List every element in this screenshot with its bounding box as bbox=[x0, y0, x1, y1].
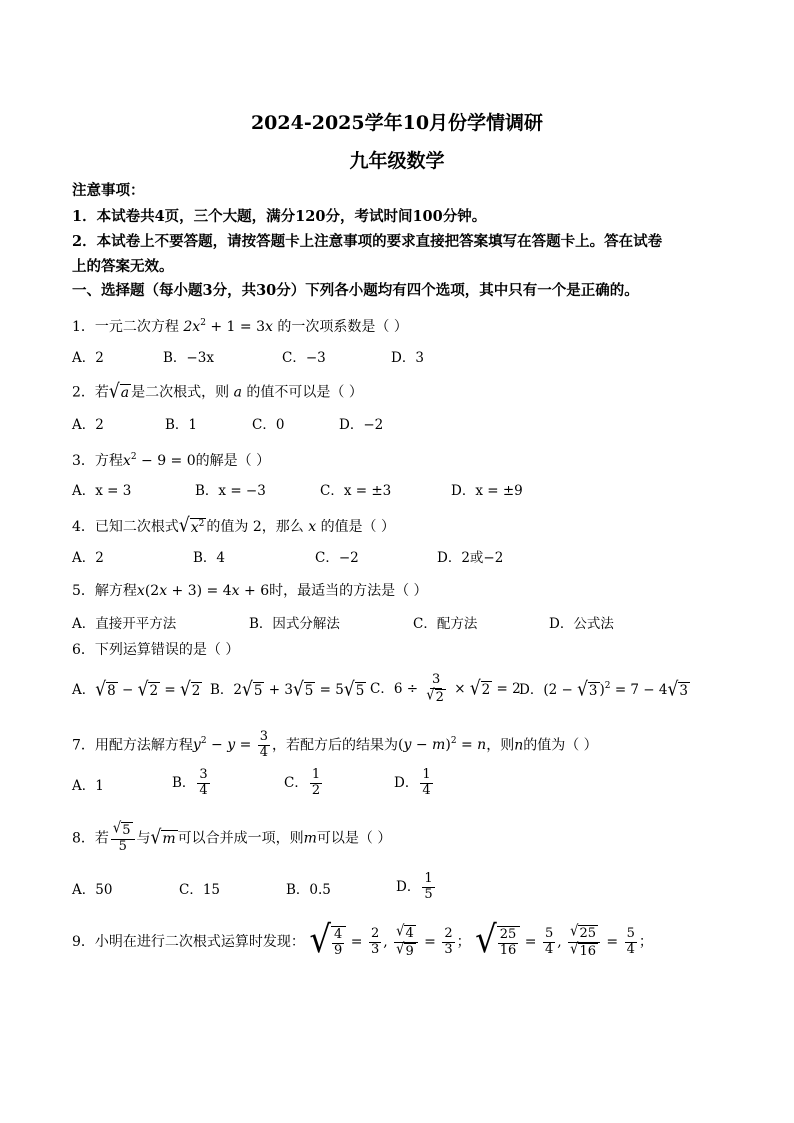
q7-option-a: A．1 bbox=[72, 778, 104, 794]
notice-item-2: 2．本试卷上不要答题，请按答题卡上注意事项的要求直接把答案填写在答题卡上。答在试卷 bbox=[72, 233, 663, 250]
q8-option-a: A．50 bbox=[72, 882, 113, 898]
q7-option-c: C． $\frac{1}{2}$ bbox=[284, 767, 321, 798]
q5-option-a: A．直接开平方法 bbox=[72, 616, 177, 632]
section-heading: 一、选择题（每小题3分，共30分）下列各小题均有四个选项，其中只有一个是正确的。 bbox=[72, 282, 639, 299]
q6-option-a: A． √ 8 − √ 2 = √ 2 bbox=[72, 678, 201, 702]
question-9: 9．小明在进行二次根式运算时发现： √ $\frac{4}{9}$ = $\frac{2}{3}$ , √ 4 √ 9 = $\frac{2}{3}$ ； √ $\frac{25}{16}$ = $\frac{5}{4}$ , √ 25 √ 16 = $\frac{5}{4}$ ； bbox=[72, 917, 653, 962]
question-5: 5．解方程x(2x + 3) = 4x + 6时，最适当的方法是（ ） bbox=[72, 583, 428, 599]
question-8: 8．若 √ 5 5 与 √ m 可以合并成一项，则m可以是（ ） bbox=[72, 819, 392, 854]
question-4: 4．已知二次根式 √ $x^2$ 的值为 2，那么 x 的值是（ ） bbox=[72, 514, 396, 538]
q2-option-a: A．2 bbox=[72, 417, 104, 433]
q2-option-b: B．1 bbox=[165, 417, 198, 433]
q4-option-c: C．−2 bbox=[315, 550, 359, 566]
question-7: 7．用配方法解方程$y^2 - y$ = $\frac{3}{4}$ ，若配方后的结果为$(y - m)^2 = n$，则n的值为（ ） bbox=[72, 729, 598, 760]
q5-option-c: C．配方法 bbox=[413, 616, 478, 632]
q1-option-b: B．−3x bbox=[163, 350, 214, 366]
q4-sqrt-x2: √ $x^2$ bbox=[178, 514, 205, 538]
q3-option-d: D．x = ±9 bbox=[451, 483, 523, 499]
notice-heading: 注意事项： bbox=[72, 182, 145, 199]
q7-option-b: B． $\frac{3}{4}$ bbox=[172, 767, 208, 798]
q3-option-a: A．x = 3 bbox=[72, 483, 132, 499]
q6-option-d: D．(2 − √ 3 )$^2$ = 7 − 4 √ 3 bbox=[519, 678, 688, 702]
question-1: 1．一元二次方程 $2x^2 + 1 = 3x$ 的一次项系数是（ ） bbox=[72, 318, 408, 335]
q3-equation: $x^2 - 9 = 0$ bbox=[122, 452, 196, 469]
q1-option-a: A．2 bbox=[72, 350, 104, 366]
q4-option-b: B．4 bbox=[193, 550, 226, 566]
q2-sqrt-a: √ a bbox=[108, 380, 130, 404]
notice-item-1: 1．本试卷共4页，三个大题，满分120分，考试时间100分钟。 bbox=[72, 208, 487, 225]
question-2: 2．若 √ a 是二次根式，则 a 的值不可以是（ ） bbox=[72, 380, 363, 404]
q5-option-b: B．因式分解法 bbox=[249, 616, 340, 632]
q8-option-d: D． $\frac{1}{5}$ bbox=[396, 871, 433, 902]
q3-option-c: C．x = ±3 bbox=[320, 483, 392, 499]
q1-option-c: C．−3 bbox=[282, 350, 326, 366]
q6-option-b: B．2 √ 5 + 3 √ 5 = 5 √ 5 bbox=[210, 678, 365, 702]
exam-title: 2024-2025学年10月份学情调研 bbox=[250, 112, 544, 134]
q5-option-d: D．公式法 bbox=[549, 616, 614, 632]
q4-option-a: A．2 bbox=[72, 550, 104, 566]
notice-item-2-cont: 上的答案无效。 bbox=[72, 258, 174, 275]
q6-option-c: C．6 ÷ 3 √ 2 × √ 2 = 2 bbox=[370, 672, 521, 705]
q8-option-c: C．15 bbox=[179, 882, 221, 898]
exam-subtitle: 九年级数学 bbox=[349, 150, 445, 172]
q2-option-d: D．−2 bbox=[339, 417, 384, 433]
q4-option-d: D．2或−2 bbox=[437, 550, 504, 566]
question-6: 6．下列运算错误的是（ ） bbox=[72, 642, 240, 658]
q2-option-c: C．0 bbox=[252, 417, 285, 433]
q8-option-b: B．0.5 bbox=[286, 882, 331, 898]
question-3: 3．方程$x^2 - 9 = 0$的解是（ ） bbox=[72, 452, 271, 469]
q7-equation: $y^2 - y$ = bbox=[192, 736, 252, 754]
q7-option-d: D． $\frac{1}{4}$ bbox=[394, 767, 431, 798]
q3-option-b: B．x = −3 bbox=[195, 483, 266, 499]
q1-option-d: D．3 bbox=[391, 350, 424, 366]
q1-equation: $2x^2 + 1 = 3x$ bbox=[178, 318, 278, 335]
q5-equation: x(2x + 3) = 4x + 6 bbox=[136, 583, 270, 599]
